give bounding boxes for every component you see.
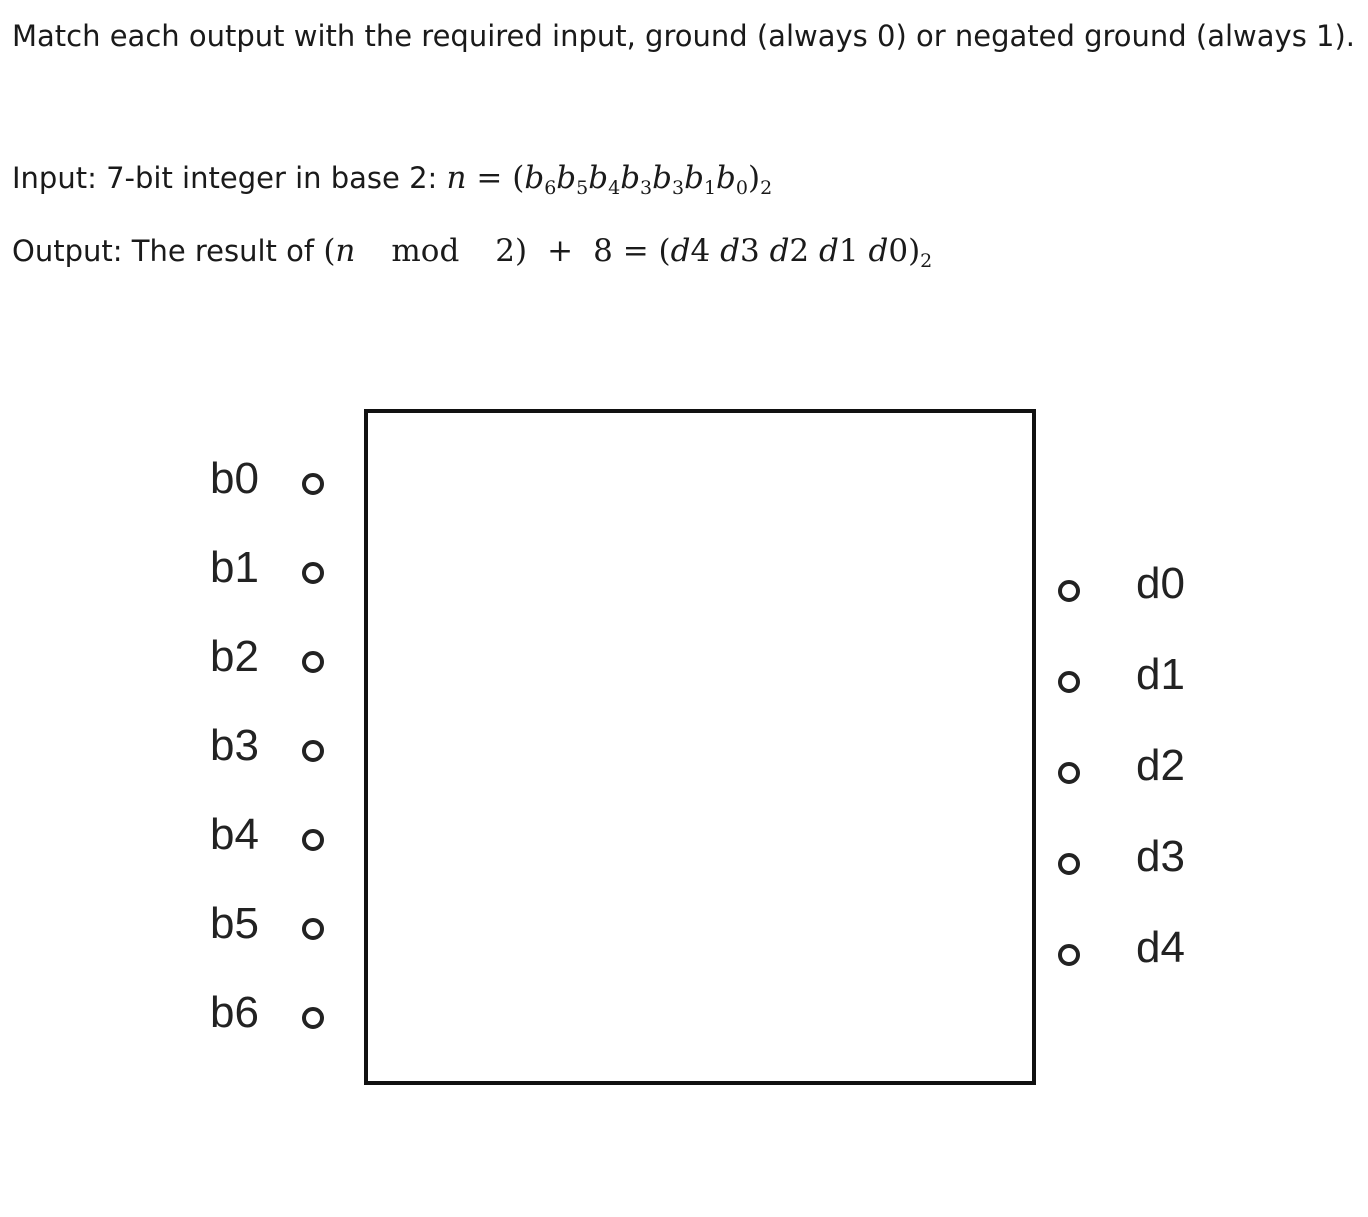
input-close-paren: ): [748, 160, 761, 196]
input-pin-label-b2: b2: [210, 632, 259, 681]
input-pin-b6[interactable]: [302, 1007, 324, 1029]
output-definition: [12, 233, 932, 272]
output-eight: 8: [593, 233, 613, 269]
input-pin-label-b1: b1: [210, 543, 259, 592]
output-digit: d0: [868, 233, 909, 269]
input-bit: $b_3$: [652, 160, 685, 199]
input-open-paren: (: [512, 160, 525, 196]
output-pin-d1[interactable]: [1058, 671, 1080, 693]
input-pin-label-b5: b5: [210, 899, 259, 948]
input-pin-b3[interactable]: [302, 740, 324, 762]
input-pin-label-b6: b6: [210, 988, 259, 1037]
output-pin-d3[interactable]: [1058, 853, 1080, 875]
output-pin-label-d3: d3: [1136, 832, 1185, 881]
output-pin-label-d2: d2: [1136, 741, 1185, 790]
output-digits: [671, 233, 908, 269]
output-pin-d2[interactable]: [1058, 762, 1080, 784]
output-plus: +: [547, 233, 574, 269]
input-bit: $b_5$: [556, 160, 589, 199]
output-digit: d4: [670, 233, 711, 269]
output-digits-open: (: [658, 233, 671, 269]
input-bit: $b_6$: [524, 160, 557, 199]
input-pin-label-b4: b4: [210, 810, 259, 859]
output-digit: d2: [769, 233, 810, 269]
input-formula: [446, 160, 773, 199]
output-pin-d4[interactable]: [1058, 944, 1080, 966]
output-open-paren: (: [323, 233, 336, 269]
input-pin-b2[interactable]: [302, 651, 324, 673]
input-definition: [12, 160, 772, 199]
input-eq: =: [476, 160, 503, 196]
input-pin-b5[interactable]: [302, 918, 324, 940]
input-bit: $b_4$: [588, 160, 621, 199]
input-pin-b0[interactable]: [302, 473, 324, 495]
output-formula: [323, 233, 933, 272]
input-bits: [524, 160, 748, 199]
output-eq: =: [622, 233, 649, 269]
output-pin-label-d1: d1: [1136, 650, 1185, 699]
output-digit: d3: [720, 233, 760, 269]
output-two: 2): [495, 233, 528, 269]
output-pin-label-d0: d0: [1136, 559, 1185, 608]
instruction-text: Match each output with the required input, ground (always 0) or negated ground (always 1).: [12, 19, 1356, 53]
input-base: 2: [760, 177, 773, 199]
input-var: n: [446, 160, 467, 196]
circuit-box: [364, 409, 1036, 1085]
input-bit: $b_3$: [620, 160, 653, 199]
input-pin-label-b3: b3: [210, 721, 259, 770]
input-bit: $b_0$: [716, 160, 748, 199]
output-var: n: [335, 233, 356, 269]
input-prefix: Input: 7-bit integer in base 2:: [12, 161, 447, 195]
input-pin-label-b0: b0: [210, 454, 259, 503]
output-mod: mod: [391, 233, 460, 269]
output-base: 2: [920, 250, 933, 272]
output-prefix: Output: The result of: [12, 234, 324, 268]
output-pin-label-d4: d4: [1136, 923, 1185, 972]
output-digit: d1: [819, 233, 859, 269]
input-pin-b1[interactable]: [302, 562, 324, 584]
input-bit: $b_1$: [684, 160, 717, 199]
output-pin-d0[interactable]: [1058, 580, 1080, 602]
output-digits-close: ): [908, 233, 921, 269]
input-pin-b4[interactable]: [302, 829, 324, 851]
